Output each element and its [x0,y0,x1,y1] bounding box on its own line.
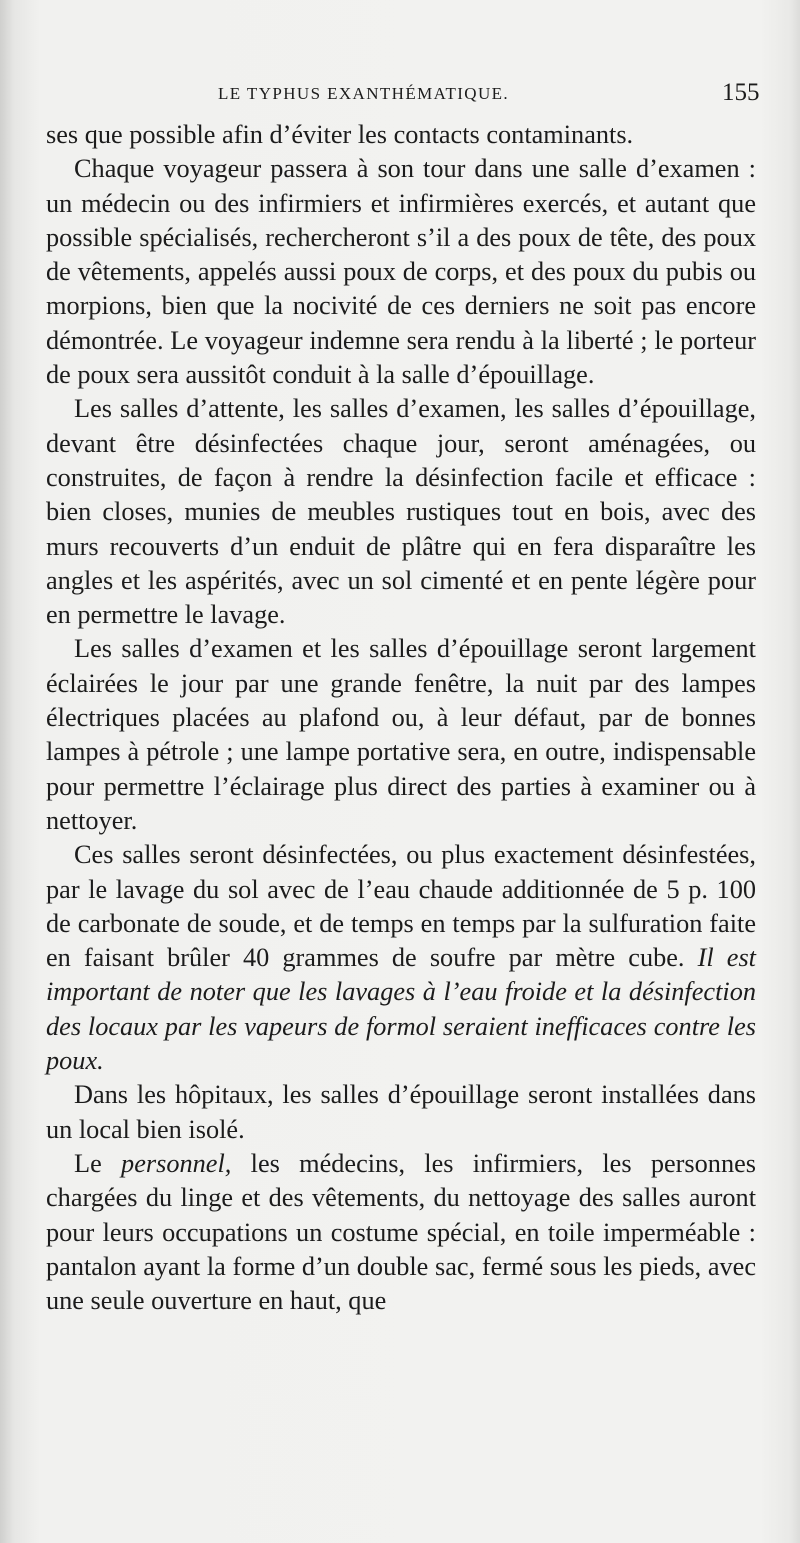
paragraph-room-construction: Les salles d’attente, les salles d’examen, les salles d’épouillage, devant être désinfectées chaque jour, seront aménagées, ou construites, de façon à rendre la désinfection facile et efficace : bien closes, munies de meubles rustiques tout en bois, avec des murs recouverts d’un enduit de plâtre qui en fera disparaître les angles et les aspérités, avec un sol cimenté et en pente légère pour en permettre le lavage. [46,394,756,630]
personnel-term: personnel, [121,1148,232,1178]
personnel-lead: Le [74,1148,102,1178]
page-header [0,76,800,116]
paragraph-personnel [46,1147,756,1318]
paragraph-hospitals: Dans les hôpitaux, les salles d’épouillage seront installées dans un local bien isolé. [46,1080,756,1144]
disinfection-text: Ces salles seront désinfectées, ou plus exactement désinfestées, par le lavage du sol avec de l’eau chaude additionnée de 5 p. 100 de carbonate de soude, et de temps en temps par la sulfuration faite en faisant brûler 40 grammes de soufre par mètre cube. [46,840,756,973]
personnel-text: les médecins, les infirmiers, les personnes chargées du linge et des vêtements, du nettoyage des salles auront pour leurs occupations un costume spécial, en toile imperméable : pantalon ayant la forme d’un double sac, fermé sous les pieds, avec une seule ouverture en haut, que [46,1148,757,1316]
page-number: 155 [722,79,760,106]
body-text [46,118,756,1318]
disinfection-warning: Il est important de noter que les lavages à l’eau froide et la désinfection des locaux par les vapeurs de formol seraient inefficaces contre les poux. [46,943,756,1076]
paragraph-disinfection [46,838,756,1078]
paragraph-continuation: ses que possible afin d’éviter les contacts contaminants. [46,120,634,149]
running-title: LE TYPHUS EXANTHÉMATIQUE. [218,84,510,103]
paragraph-lighting: Les salles d’examen et les salles d’épouillage seront largement éclairées le jour par une grande fenêtre, la nuit par des lampes électriques placées au plafond ou, à leur défaut, par de bonnes lampes à pétrole ; une lampe portative sera, en outre, indispensable pour permettre l’éclairage plus direct des parties à examiner ou à nettoyer. [46,634,756,835]
paragraph-examination-room: Chaque voyageur passera à son tour dans une salle d’examen : un médecin ou des infirmiers et infirmières exercés, et autant que possible spécialisés, rechercheront s’il a des poux de tête, des poux de vêtements, appelés aussi poux de corps, et des poux du pubis ou morpions, bien que la nocivité de ces derniers ne soit pas encore démontrée. Le voyageur indemne sera rendu à la liberté ; le porteur de poux sera aussitôt conduit à la salle d’épouillage. [46,154,756,390]
